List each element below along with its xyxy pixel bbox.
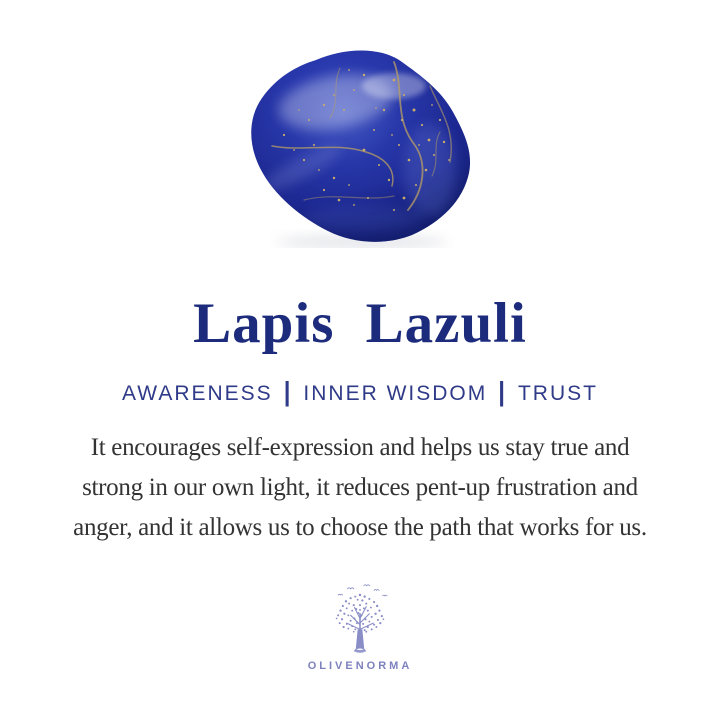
brand-name: OLIVENORMA bbox=[307, 659, 413, 672]
keywords-row bbox=[122, 377, 598, 408]
lapis-lazuli-stone-icon bbox=[244, 50, 476, 248]
olive-tree-logo-icon bbox=[321, 584, 399, 656]
description-line: strong in our own light, it reduces pent-up frustration and bbox=[82, 473, 638, 501]
description-line: It encourages self-expression and helps us stay true and bbox=[90, 433, 630, 461]
description-line: anger, and it allows us to choose the path that works for us. bbox=[73, 513, 647, 541]
lapis-lazuli-stone-image bbox=[244, 50, 476, 248]
keyword-trust: TRUST bbox=[517, 381, 598, 405]
brand-logo bbox=[308, 584, 413, 672]
page-title: Lapis Lazuli bbox=[193, 292, 527, 355]
keyword-inner-wisdom: INNER WISDOM bbox=[303, 381, 488, 405]
pipe-separator: | bbox=[283, 377, 293, 408]
description-paragraph bbox=[73, 428, 647, 548]
pipe-separator: | bbox=[498, 377, 507, 408]
keyword-awareness: AWARENESS bbox=[122, 381, 273, 405]
